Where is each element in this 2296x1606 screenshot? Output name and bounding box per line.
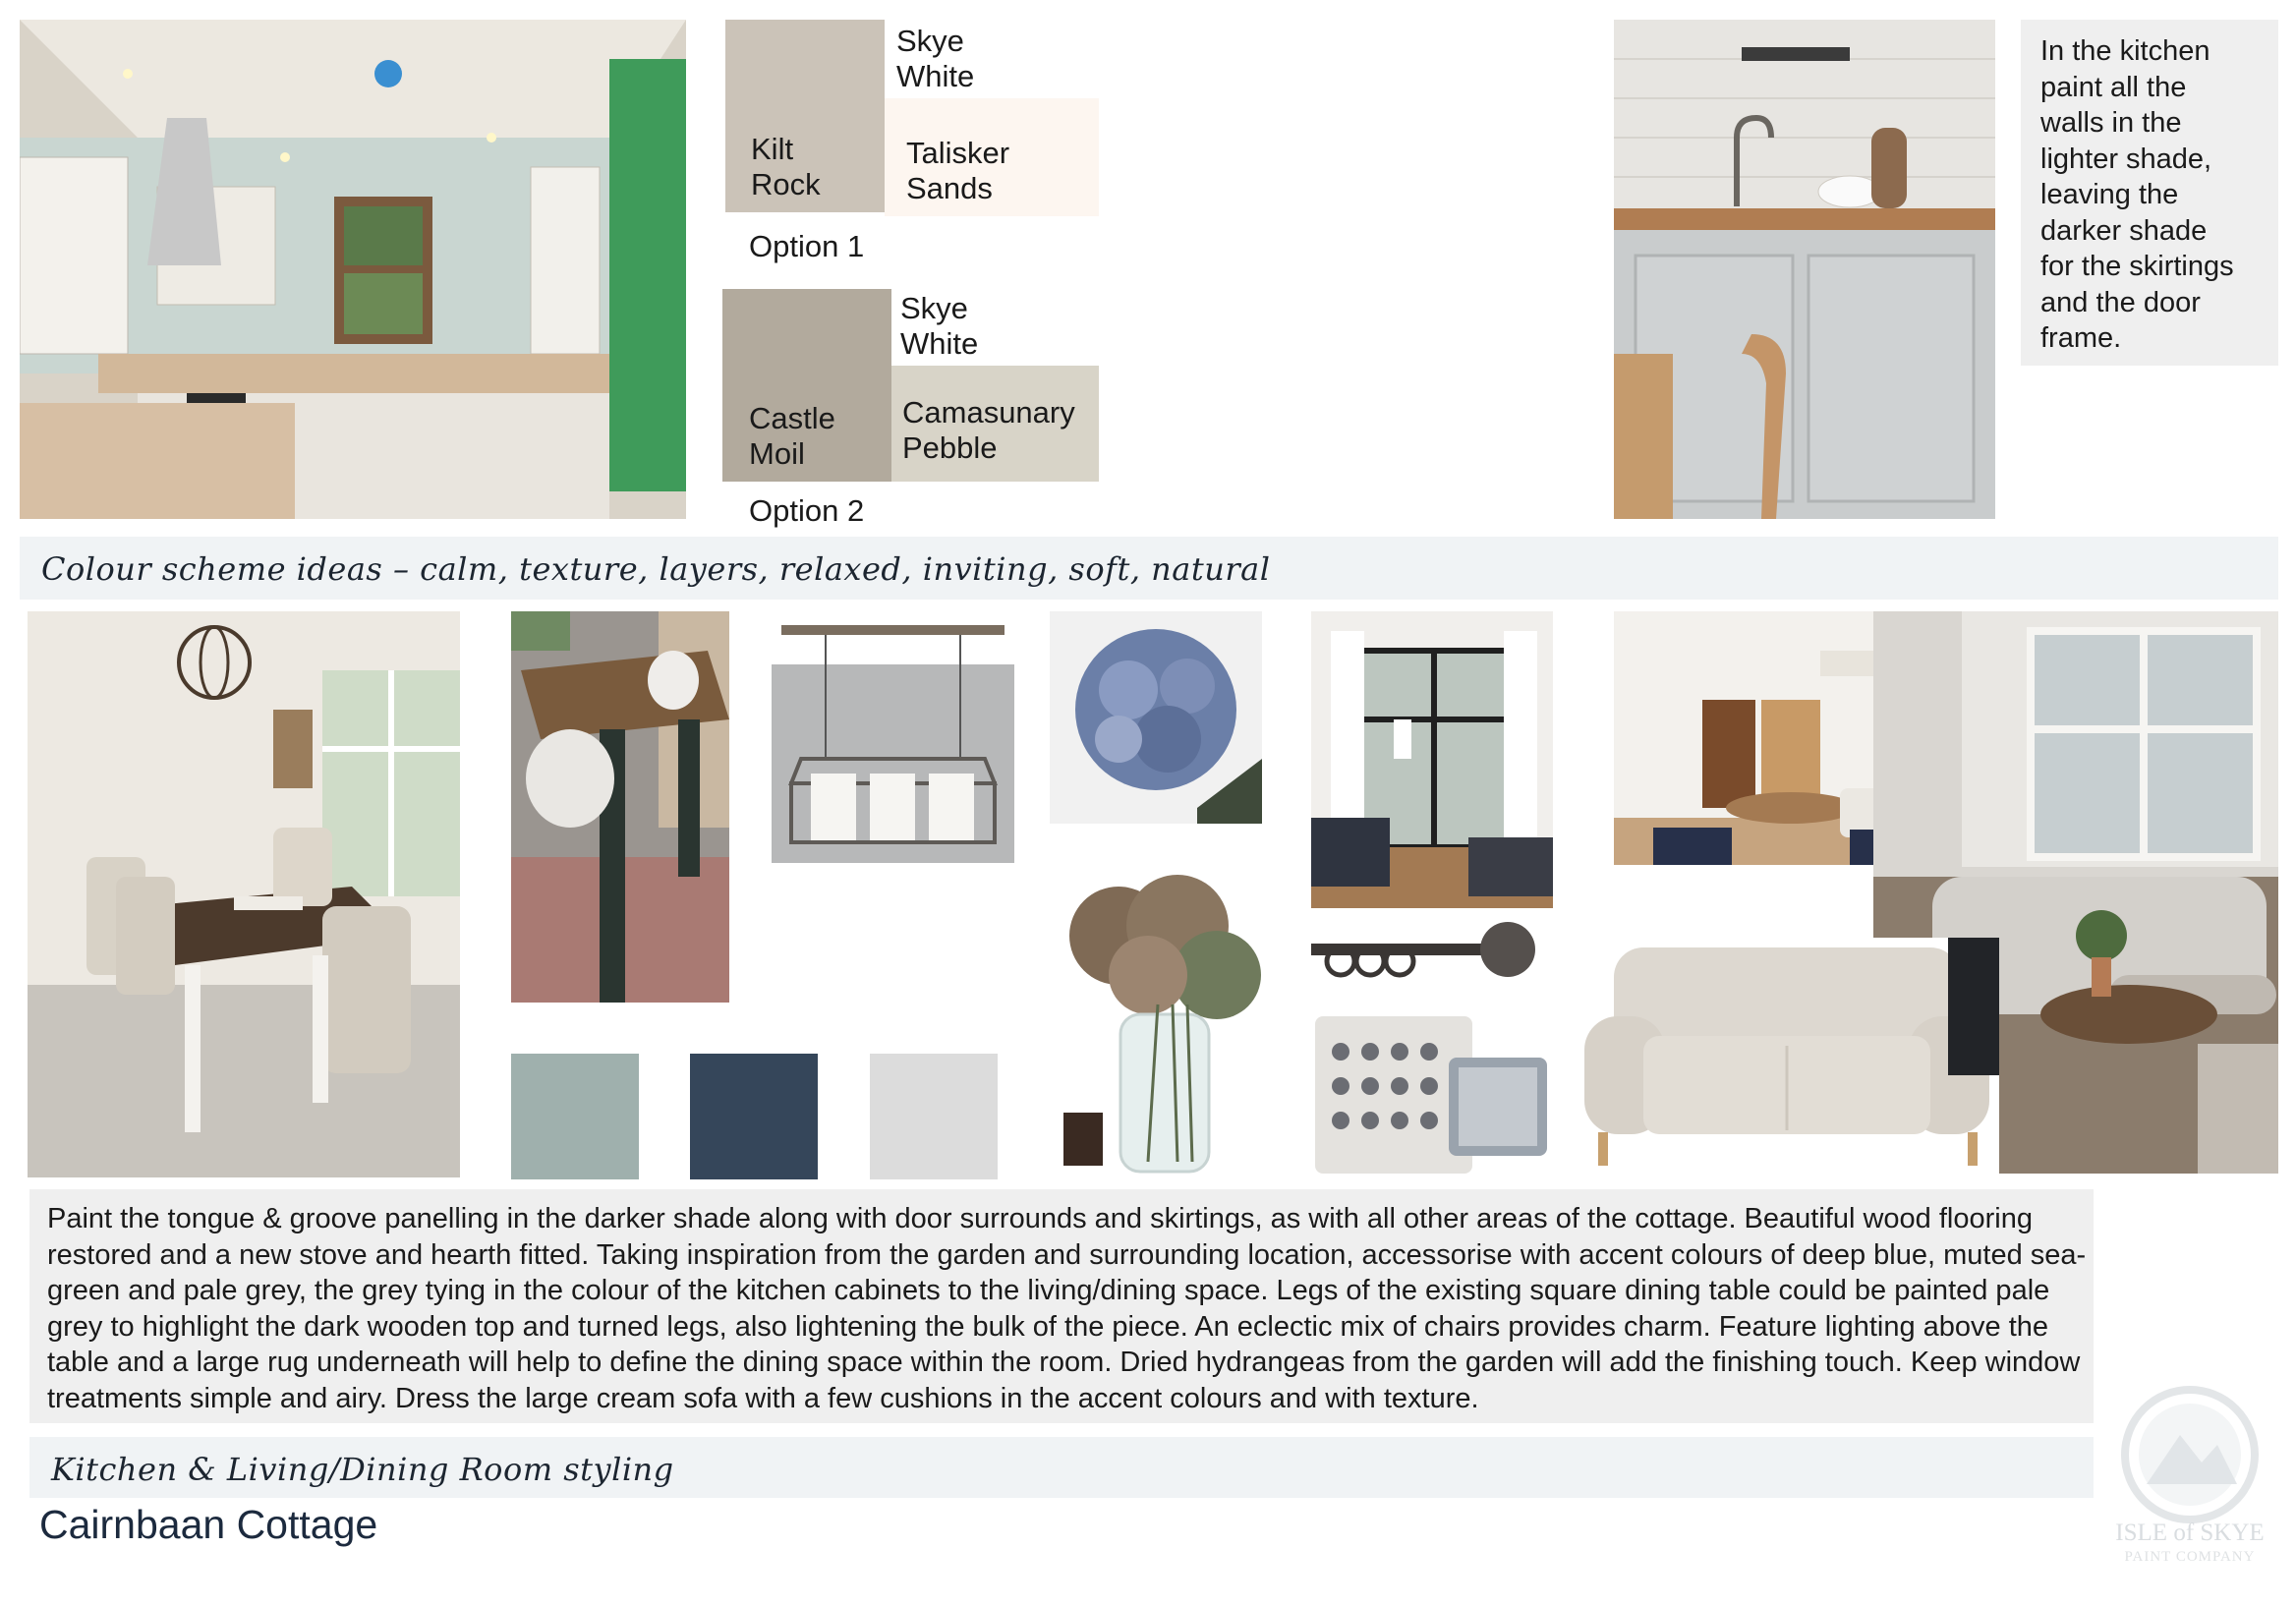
logo-line2: PAINT COMPANY bbox=[2124, 1549, 2256, 1565]
table-detail-photo bbox=[511, 611, 729, 1003]
kitchen-paint-note bbox=[2021, 20, 2278, 366]
accent-pale-grey-swatch bbox=[870, 1054, 998, 1179]
curtain-pole-photo bbox=[1311, 912, 1539, 993]
black-window-living-photo bbox=[1311, 611, 1553, 908]
option2-dark-name: Castle Moil bbox=[749, 401, 835, 471]
accent-sea-green-swatch bbox=[511, 1054, 639, 1179]
option1-white-name: Skye White bbox=[896, 24, 975, 93]
styling-description-text: Paint the tongue & groove panelling in the darker shade along with door surrounds and skirtings, as with all other areas of the cottage. Beautiful wood flooring restored and a new stove and hearth fitted. Taking inspiration from the garden and surrounding location, accessorise with accent colours of deep blue, muted sea-green and pale grey, the grey tying in the colour of the kitchen cabinets to the living/dining space. Legs of the existing square dining table could be painted pale grey to highlight the dark wooden top and turned legs, also lightening the bulk of the piece. An eclectic mix of chairs provides charm. Feature lighting above the table and a large rug underneath will help to define the dining space within the room. Dried hydrangeas from the garden will add the finishing touch. Keep window treatments simple and airy. Dress the large cream sofa with a few cushions in the accent colours and with texture. bbox=[47, 1203, 2087, 1414]
option2-light-name: Camasunary Pebble bbox=[902, 395, 1075, 465]
option2-label: Option 2 bbox=[749, 493, 865, 528]
project-title: Cairnbaan Cottage bbox=[39, 1502, 378, 1547]
colour-scheme-banner-text: Colour scheme ideas – calm, texture, layers, relaxed, inviting, soft, natural bbox=[41, 550, 1271, 588]
blue-hydrangea-photo bbox=[1050, 611, 1262, 824]
grey-kitchen-photo bbox=[1614, 20, 1995, 519]
option1-light-name: Talisker Sands bbox=[906, 136, 1010, 205]
kitchen-paint-note-text: In the kitchen paint all the walls in the lighter shade, leaving the darker shade for the skirtings and the door frame. bbox=[2040, 35, 2234, 354]
accent-deep-blue-swatch bbox=[690, 1054, 818, 1179]
dining-room-photo bbox=[28, 611, 460, 1177]
kitchen-renovation-photo bbox=[20, 20, 686, 519]
logo-line1: ISLE of SKYE bbox=[2115, 1520, 2265, 1546]
option2-white-name: Skye White bbox=[900, 291, 979, 361]
styling-banner bbox=[29, 1437, 2094, 1498]
colour-scheme-banner bbox=[20, 537, 2278, 600]
pendant-light-photo bbox=[772, 611, 1014, 863]
mountain-seal-icon bbox=[2103, 1376, 2276, 1523]
company-logo bbox=[2103, 1376, 2276, 1573]
dried-hydrangea-vase-photo bbox=[1050, 867, 1280, 1177]
styling-description-panel bbox=[29, 1189, 2094, 1423]
option1-label: Option 1 bbox=[749, 229, 865, 263]
option1-dark-name: Kilt Rock bbox=[751, 132, 821, 201]
styling-banner-text: Kitchen & Living/Dining Room styling bbox=[51, 1451, 674, 1488]
cushions-photo bbox=[1311, 1012, 1555, 1177]
cream-sofa-photo bbox=[1575, 938, 1999, 1174]
